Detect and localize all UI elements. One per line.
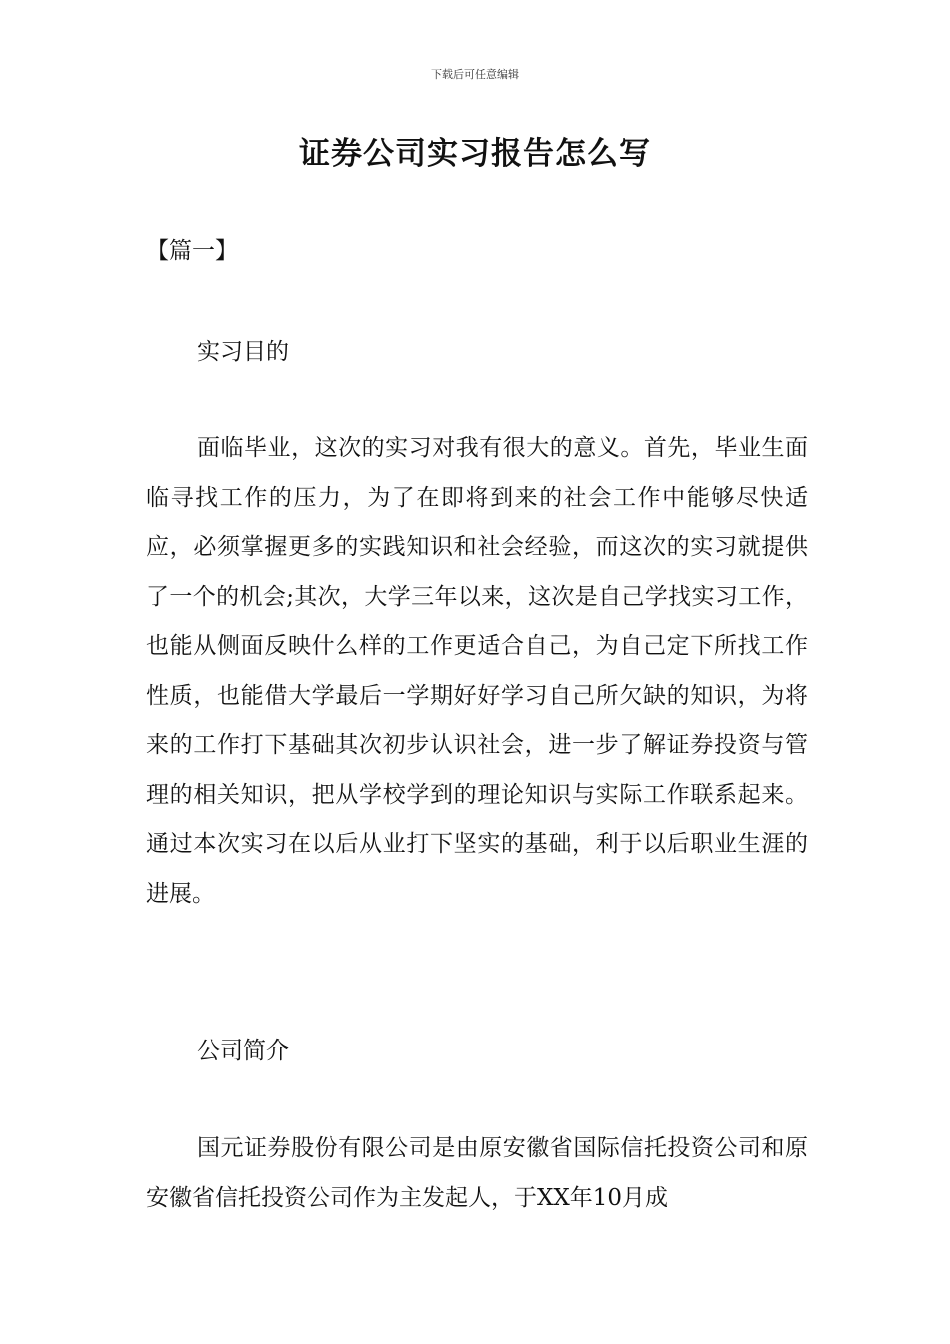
company-heading: 公司简介 (197, 1038, 289, 1064)
document-title: 证券公司实习报告怎么写 (299, 136, 651, 172)
purpose-paragraph: 面临毕业，这次的实习对我有很大的意义。首先，毕业生面临寻找工作的压力，为了在即将到来的社会工作中能够尽快适应，必须掌握更多的实践知识和社会经验，而这次的实习就提供了一个的机会;其次，大学三年以来，这次是自己学找实习工作，也能从侧面反映什么样的工作更适合自己，为自己定下所找工作性质，也能借大学最后一学期好好学习自己所欠缺的知识，为将来的工作打下基础其次初步认识社会，进一步了解证券投资与管理的相关知识，把从学校学到的理论知识与实际工作联系起来。通过本次实习在以后从业打下坚实的基础，利于以后职业生涯的进展。 (146, 435, 808, 907)
purpose-heading: 实习目的 (197, 339, 289, 365)
header-note: 下载后可任意编辑 (431, 68, 519, 81)
company-paragraph: 国元证券股份有限公司是由原安徽省国际信托投资公司和原安徽省信托投资公司作为主发起人，于XX年10月成 (146, 1135, 808, 1211)
section-tag: 【篇一】 (146, 238, 238, 264)
